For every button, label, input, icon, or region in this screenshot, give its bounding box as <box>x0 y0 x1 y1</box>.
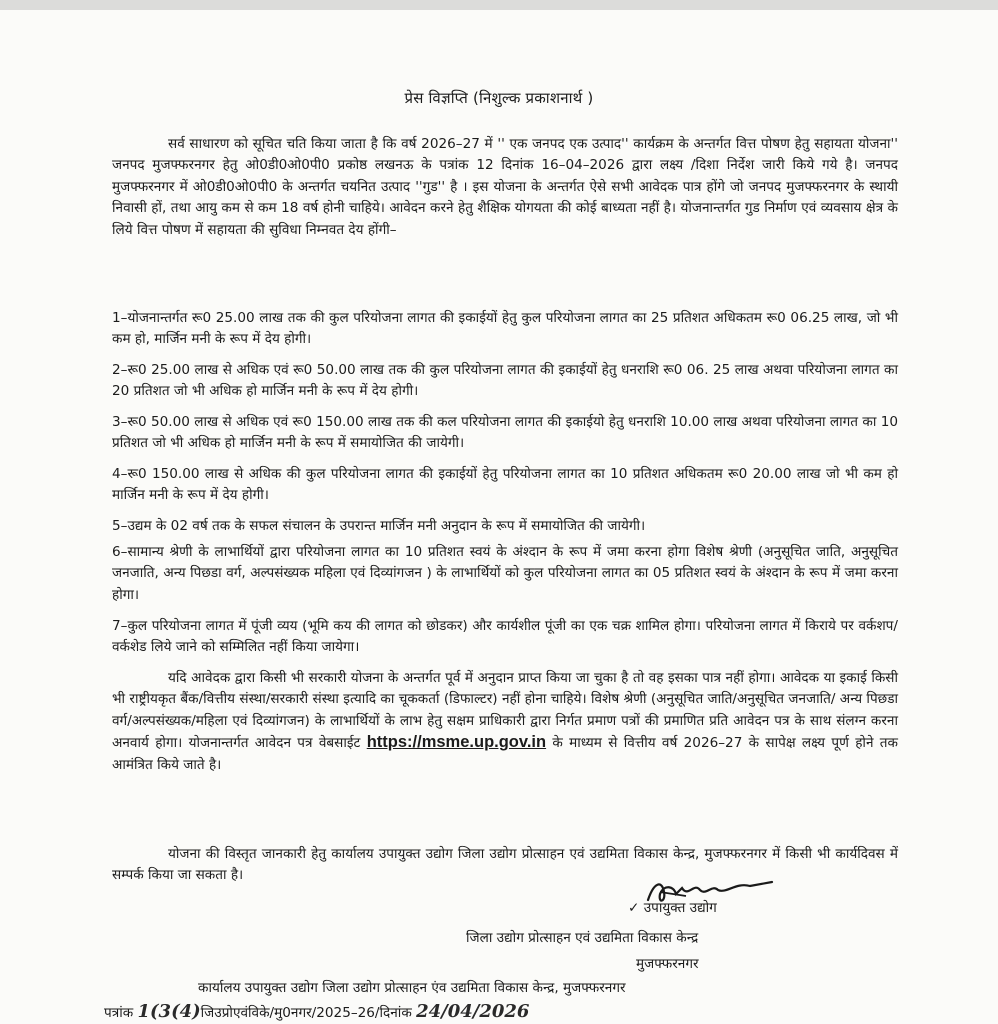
eligibility-paragraph <box>112 668 898 776</box>
list-item: 6–सामान्य श्रेणी के लाभार्थियों द्वारा परियोजना लागत का 10 प्रतिशत स्वयं के अंश्दान के रूप में जमा करना होगा विशेष श्रेणी (अनुसूचित जाति, अनुसूचित जनजाति, अन्य पिछडा वर्ग, अल्पसंख्यक महिला एवं दिव्यांगजन ) के लाभार्थियों को कुल परियोजना लागत का 05 प्रतिशत स्वयं के अंश्दान के रूप में जमा करना होगा। <box>112 544 898 603</box>
footer-office: कार्यालय उपायुक्त उद्योग जिला उद्योग प्रोत्साहन एंव उद्यमिता विकास केन्द्र, मुजफ्फरनगर <box>198 980 626 996</box>
list-item: 1–योजनान्तर्गत रू0 25.00 लाख तक की कुल परियोजना लागत की इकाईयों हेतु कुल परियोजना लागत का 25 प्रतिशत अधिकतम रू0 06.25 लाख, जो भी कम हो, मार्जिन मनी के रूप में देय होगी। <box>112 310 898 348</box>
list-item: 3–रू0 50.00 लाख से अधिक एवं रू0 150.00 लाख तक की कल परियोजना लागत की इकाईयो हेतु धनराशि 10.00 लाख अथवा परियोजना लागत का 10 प्रतिशत जो भी अधिक हो मार्जिन मनी के रूप में समायोजित की जायेगी। <box>112 414 898 452</box>
contact-paragraph <box>112 844 898 887</box>
eligibility-text-end: के माध्यम से वित्तीय वर्ष 2026–27 के सापेक्ष लक्ष्य पूर्ण होने तक आमंत्रित किये जाते है। <box>112 735 898 773</box>
page-title: प्रेस विज्ञप्ति (निशुल्क प्रकाशनार्थ ) <box>404 89 594 107</box>
ref-label: पत्रांक <box>104 1005 134 1021</box>
list-item: 5–उद्यम के 02 वर्ष तक के सफल संचालन के उपरान्त मार्जिन मनी अनुदान के रूप में समायोजित की जायेगी। <box>112 518 646 534</box>
reference-line <box>104 1002 529 1023</box>
eligibility-text: यदि आवेदक द्वारा किसी भी सरकारी योजना के अन्तर्गत पूर्व में अनुदान प्राप्त किया जा चुका है तो वह इसका पात्र नहीं होगा। आवेदक या इकाई किसी भी राष्ट्रीयकृत बैंक/वित्तीय संस्था/सरकारी संस्था इत्यादि का चूककर्ता (डिफाल्टर) नहीं होना चाहिये। विशेष श्रेणी (अनुसूचित जाति/अनुसूचित जनजाति/ अन्य पिछडा वर्ग/अल्पसंख्यक/महिला एवं दिव्यांगजन) के लाभार्थियों के लाभ हेतु सक्षम प्राधिकारी द्वारा निर्गत प्रमाण पत्रों की प्रमाणित प्रति आवेदन पत्र के साथ संलग्न करना अनवार्य होगा। योजनान्तर्गत आवेदन पत्र वेबसाईट <box>112 670 898 752</box>
intro-paragraph <box>112 134 898 241</box>
website-link[interactable]: https://msme.up.gov.in <box>366 733 547 752</box>
intro-text: सर्व साधारण को सूचित चति किया जाता है कि वर्ष 2026–27 में '' एक जनपद एक उत्पाद'' कार्यक्रम के अन्तर्गत वित्त पोषण हेतु सहायता योजना'' जनपद मुजफ्फरनगर हेतु ओ0डी0ओ0पी0 प्रकोष्ठ लखनऊ के पत्रांक 12 दिनांक 16–04–2026 द्वारा लक्ष्य /दिशा निर्देश जारी किये गये है। जनपद मुजफ्फरनगर में ओ0डी0ओ0पी0 के अन्तर्गत चयनित उत्पाद ''गुड'' है । इस योजना के अन्तर्गत ऐसे सभी आवेदक पात्र होंगे जो जनपद मुजफ्फरनगर के स्थायी निवासी हों, तथा आयु कम से कम 18 वर्ष होनी चाहिये। आवेदन करने हेतु शैक्षिक योगयता की कोई बाध्यता नहीं है। योजनान्तर्गत गुड निर्माण एवं व्यवसाय क्षेत्र के लिये वित्त पोषण में सहायता की सुविधा निम्नवत देय होंगी– <box>112 136 898 238</box>
list-item: 4–रू0 150.00 लाख से अधिक की कुल परियोजना लागत की इकाईयों हेतु परियोजना लागत का 10 प्रतिशत अधिकतम रू0 20.00 लाख जो भी कम हो मार्जिन मनी के रूप में देय होगी। <box>112 466 898 504</box>
signatory-office: जिला उद्योग प्रोत्साहन एवं उद्यमिता विकास केन्द्र <box>466 930 699 946</box>
ref-number: 1(3(4) <box>137 1001 201 1022</box>
list-item: 2–रू0 25.00 लाख से अधिक एवं रू0 50.00 लाख तक की कुल परियोजना लागत की इकाईयों हेतु धनराशि रू0 06. 25 लाख अथवा परियोजना लागत का 20 प्रतिशत जो भी अधिक हो मार्जिन मनी के रूप में देय होगी। <box>112 362 898 400</box>
signatory-designation: ✓ उपायुक्त उद्योग <box>628 900 717 916</box>
signatory-city: मुजफ्फरनगर <box>636 956 699 972</box>
ref-date: 24/04/2026 <box>416 1001 530 1022</box>
tick-icon: ✓ <box>628 900 640 916</box>
top-bar <box>0 0 998 10</box>
press-release-page <box>0 10 998 1024</box>
contact-text: योजना की विस्तृत जानकारी हेतु कार्यालय उपायुक्त उद्योग जिला उद्योग प्रोत्साहन एवं उद्यमिता विकास केन्द्र, मुजफ्फरनगर में किसी भी कार्यदिवस में सम्पर्क किया जा सकता है। <box>112 846 898 884</box>
list-item: 7–कुल परियोजना लागत में पूंजी व्यय (भूमि कय की लागत को छोडकर) और कार्यशील पूंजी का एक चक्र शामिल होगा। परियोजना लागत में किराये पर वर्कशप/वर्कशेड लिये जाने को सम्मिलित नहीं किया जायेगा। <box>112 618 898 656</box>
ref-text: जिउप्रोएवंविके/मु0नगर/2025–26/दिनांक <box>200 1005 412 1021</box>
